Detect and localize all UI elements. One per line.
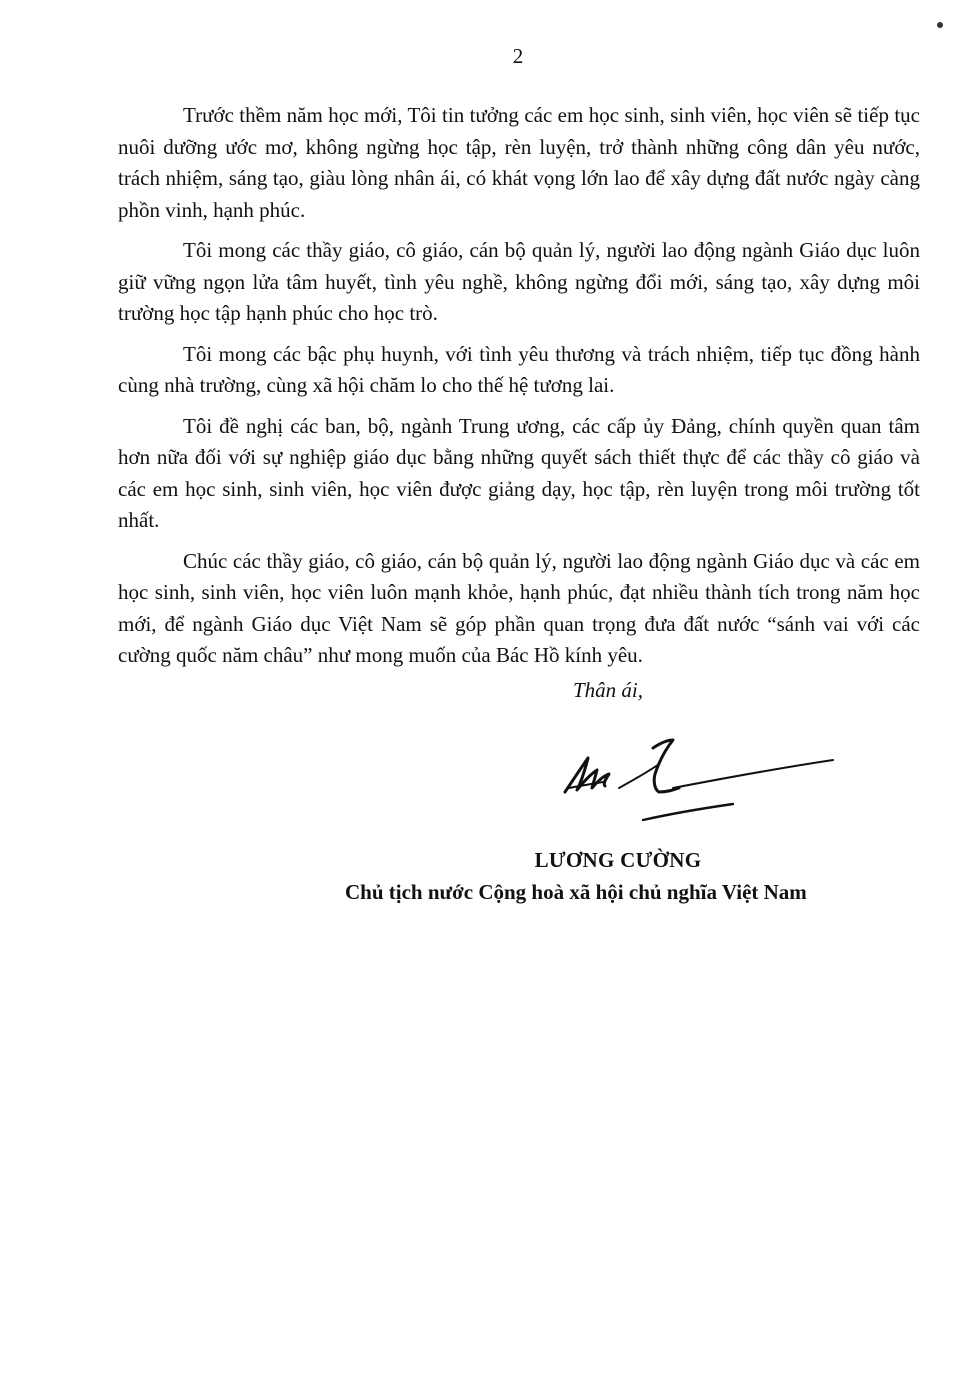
signer-title: Chủ tịch nước Cộng hoà xã hội chủ nghĩa Việt Nam	[345, 880, 807, 904]
closing-salutation: Thân ái,	[573, 678, 644, 702]
paragraph-hope-students: Trước thềm năm học mới, Tôi tin tưởng các em học sinh, sinh viên, học viên sẽ tiếp tục nuôi dưỡng ước mơ, không ngừng học tập, rèn luyện, trở thành những công dân yêu nước, trách nhiệm, sáng tạo, giàu lòng nhân ái, có khát vọng lớn lao để xây dựng đất nước ngày càng phồn vinh, hạnh phúc.	[118, 103, 920, 222]
paragraph-authorities: Tôi đề nghị các ban, bộ, ngành Trung ương, các cấp ủy Đảng, chính quyền quan tâm hơn nữa đối với sự nghiệp giáo dục bằng những quyết sách thiết thực để các thầy cô giáo và các em học sinh, sinh viên, học viên được giảng dạy, học tập, rèn luyện trong môi trường tốt nhất.	[118, 413, 920, 532]
paragraph-teachers: Tôi mong các thầy giáo, cô giáo, cán bộ quản lý, người lao động ngành Giáo dục luôn giữ vững ngọn lửa tâm huyết, tình yêu nghề, không ngừng đổi mới, sáng tạo, xây dựng môi trường học tập hạnh phúc cho học trò.	[118, 238, 920, 325]
handwritten-signature	[555, 730, 845, 830]
paragraph-parents: Tôi mong các bậc phụ huynh, với tình yêu thương và trách nhiệm, tiếp tục đồng hành cùng nhà trường, cùng xã hội chăm lo cho thế hệ tương lai.	[118, 341, 920, 397]
scan-speck	[937, 22, 943, 28]
letter-body	[118, 100, 920, 681]
signer-name: LƯƠNG CƯỜNG	[534, 848, 702, 872]
page-number: 2	[512, 44, 524, 68]
paragraph-wishes: Chúc các thầy giáo, cô giáo, cán bộ quản lý, người lao động ngành Giáo dục và các em học sinh, sinh viên, học viên luôn mạnh khỏe, hạnh phúc, đạt nhiều thành tích trong năm học mới, để ngành Giáo dục Việt Nam sẽ góp phần quan trọng đưa đất nước “sánh vai với các cường quốc năm châu” như mong muốn của Bác Hồ kính yêu.	[118, 548, 920, 667]
